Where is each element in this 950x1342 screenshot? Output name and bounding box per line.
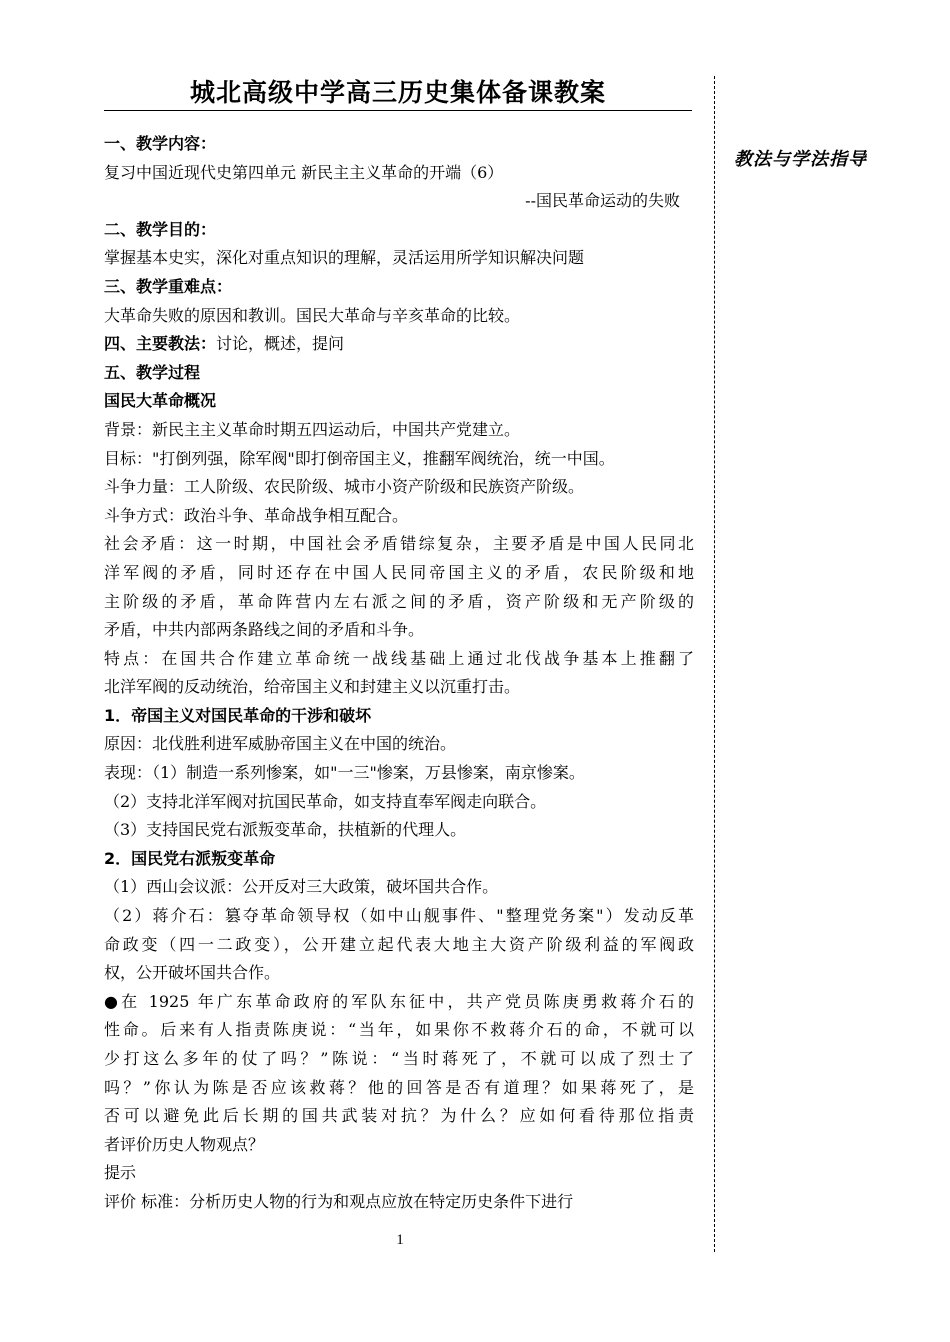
body-line: （2）蒋介石：篡夺革命领导权（如中山舰事件、"整理党务案"）发动反革 <box>104 906 694 926</box>
body-line: 评价 标准：分析历史人物的行为和观点应放在特定历史条件下进行 <box>104 1191 574 1211</box>
page-number: 1 <box>396 1232 404 1248</box>
section-heading: 国民大革命概况 <box>104 391 217 411</box>
body-line: 洋军阀的矛盾，同时还存在中国人民同帝国主义的矛盾，农民阶级和地 <box>104 562 694 582</box>
body-line: 性命。后来有人指责陈庚说：“当年，如果你不救蒋介石的命，不就可以 <box>104 1020 694 1040</box>
body-line: 原因：北伐胜利进军威胁帝国主义在中国的统治。 <box>104 734 457 754</box>
body-line: 目标："打倒列强，除军阀"即打倒帝国主义，推翻军阀统治，统一中国。 <box>104 448 615 468</box>
subtitle-line: --国民革命运动的失败 <box>525 191 680 211</box>
body-line: 吗？”你认为陈是否应该救蒋？他的回答是否有道理？如果蒋死了，是 <box>104 1077 694 1097</box>
body-line: 背景：新民主主义革命时期五四运动后，中国共产党建立。 <box>104 419 521 439</box>
section-heading: 二、教学目的： <box>104 219 217 239</box>
body-line: （1）西山会议派：公开反对三大政策，破坏国共合作。 <box>104 877 499 897</box>
title-underline <box>104 110 692 111</box>
body-line <box>104 330 694 359</box>
body-line: 表现：（1）制造一系列惨案，如"一三"惨案，万县惨案，南京惨案。 <box>104 763 585 783</box>
sidebar-heading: 教法与学法指导 <box>734 149 867 170</box>
body-line: 社会矛盾：这一时期，中国社会矛盾错综复杂，主要矛盾是中国人民同北 <box>104 534 694 554</box>
body-line: 命政变（四一二政变），公开建立起代表大地主大资产阶级利益的军阀政 <box>104 934 694 954</box>
body-line: 少打这么多年的仗了吗？”陈说：“当时蒋死了，不就可以成了烈士了 <box>104 1049 694 1068</box>
lesson-content <box>104 130 694 1217</box>
body-line: （2）支持北洋军阀对抗国民革命，如支持直奉军阀走向联合。 <box>104 791 547 811</box>
body-line: 主阶级的矛盾，革命阵营内左右派之间的矛盾，资产阶级和无产阶级的 <box>104 591 694 611</box>
body-line: 北洋军阀的反动统治，给帝国主义和封建主义以沉重打击。 <box>104 677 521 697</box>
body-line: 大革命失败的原因和教训。国民大革命与辛亥革命的比较。 <box>104 305 521 325</box>
column-divider <box>714 76 715 1252</box>
body-line: 权，公开破坏国共合作。 <box>104 963 281 983</box>
section-heading: 五、教学过程 <box>104 362 201 382</box>
section-heading: 四、主要教法： <box>104 334 217 354</box>
body-line: 复习中国近现代史第四单元 新民主主义革命的开端（6） <box>104 162 504 182</box>
body-line: 斗争方式：政治斗争、革命战争相互配合。 <box>104 505 409 525</box>
body-line: 掌握基本史实，深化对重点知识的理解，灵活运用所学知识解决问题 <box>104 248 585 268</box>
section-heading: 1．帝国主义对国民革命的干涉和破坏 <box>104 705 372 725</box>
body-text: 讨论，概述，提问 <box>216 334 345 354</box>
body-line: 特点：在国共合作建立革命统一战线基础上通过北伐战争基本上推翻了 <box>104 648 694 668</box>
body-line: ●在 1925 年广东革命政府的军队东征中，共产党员陈庚勇救蒋介石的 <box>104 991 694 1011</box>
section-heading: 一、教学内容： <box>104 134 217 153</box>
body-line: 否可以避免此后长期的国共武装对抗？为什么？应如何看待那位指责 <box>104 1106 694 1126</box>
body-line: 斗争力量：工人阶级、农民阶级、城市小资产阶级和民族资产阶级。 <box>104 477 585 497</box>
body-line: 提示 <box>104 1163 137 1183</box>
body-line: 者评价历史人物观点？ <box>104 1134 265 1154</box>
body-line: 矛盾，中共内部两条路线之间的矛盾和斗争。 <box>104 620 425 640</box>
section-heading: 2．国民党右派叛变革命 <box>104 848 276 868</box>
body-line: （3）支持国民党右派叛变革命，扶植新的代理人。 <box>104 820 467 840</box>
page-title: 城北高级中学高三历史集体备课教案 <box>189 78 606 107</box>
section-heading: 三、教学重难点： <box>104 276 233 296</box>
